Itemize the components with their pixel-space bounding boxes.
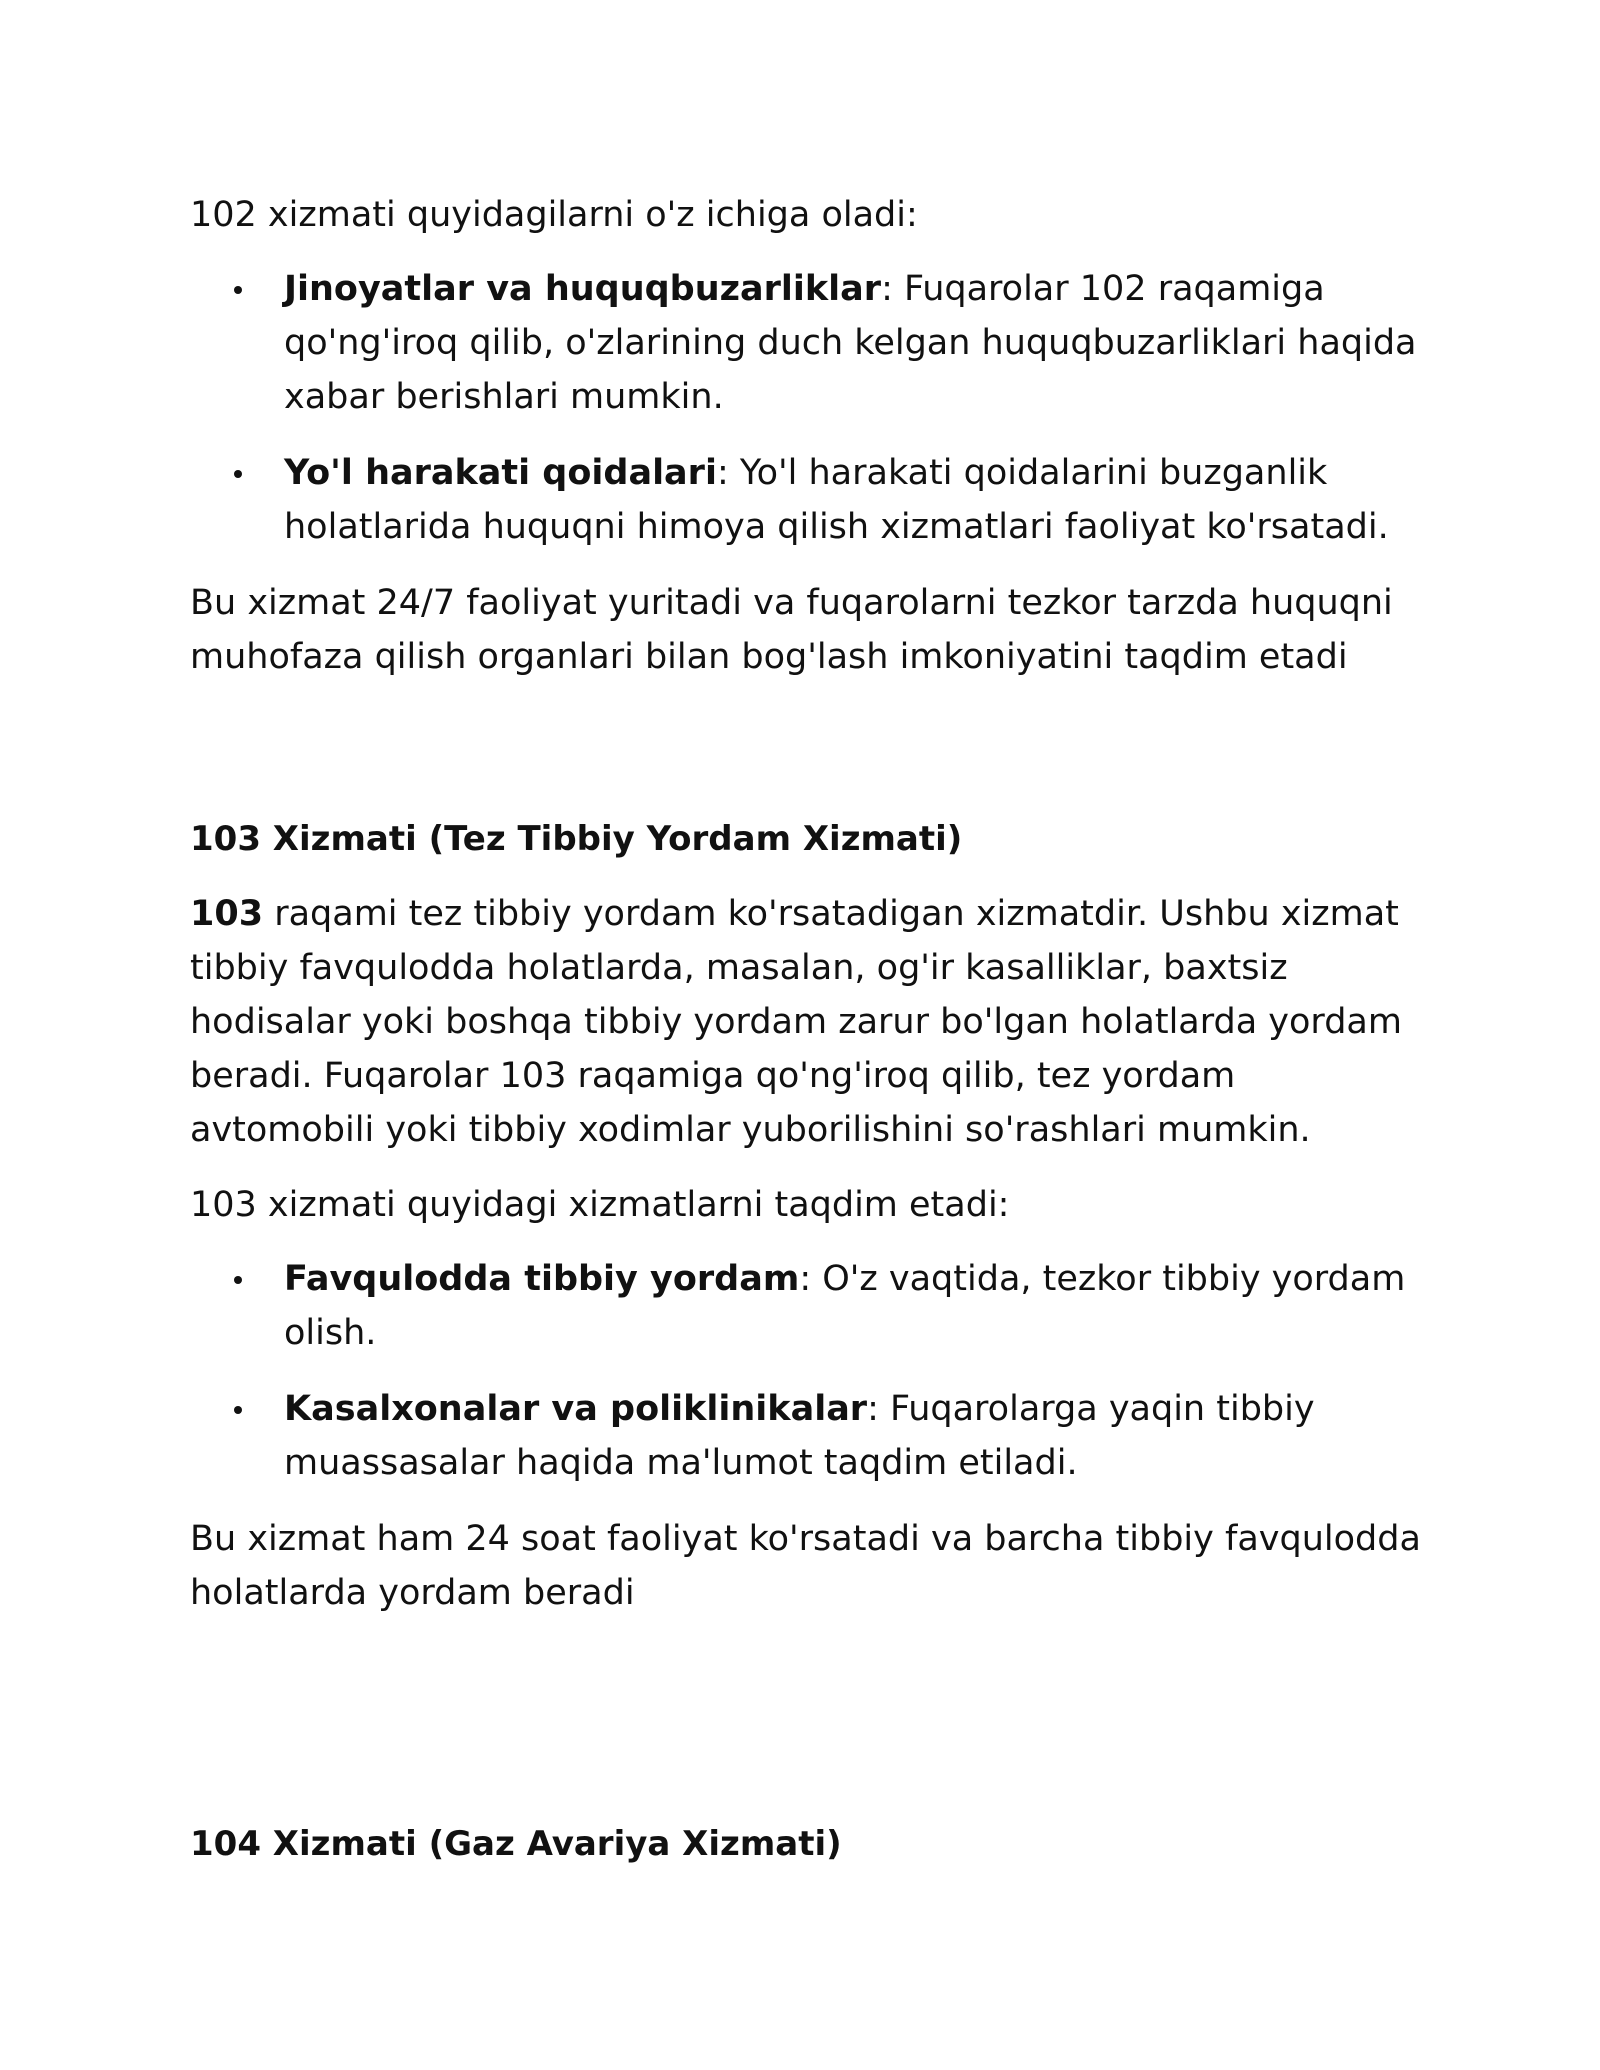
bullet-icon	[234, 470, 242, 478]
list-item-term: Jinoyatlar va huquqbuzarliklar	[284, 269, 882, 309]
desc-103	[190, 887, 1430, 1157]
bullet-icon	[234, 286, 242, 294]
desc-103-bold: 103	[190, 894, 264, 934]
list-item	[190, 1252, 1430, 1360]
closing-102: Bu xizmat 24/7 faoliyat yuritadi va fuqarolarni tezkor tarzda huquqni muhofaza qilish organlari bilan bog'lash imkoniyatini taqdim etadi	[190, 583, 1393, 677]
list-item-term: Kasalxonalar va poliklinikalar	[284, 1389, 868, 1429]
heading-104: 104 Xizmati (Gaz Avariya Xizmati)	[190, 1824, 842, 1864]
document-page	[190, 188, 1430, 1871]
list-item-term: Yo'l harakati qoidalari	[284, 453, 717, 493]
list-103	[190, 1252, 1430, 1490]
intro-103: 103 xizmati quyidagi xizmatlarni taqdim etadi:	[190, 1185, 1010, 1225]
list-102	[190, 262, 1430, 554]
bullet-icon	[234, 1276, 242, 1284]
list-item	[190, 446, 1430, 554]
list-item	[190, 262, 1430, 424]
list-item-text: : O'z vaqtida, tezkor tibbiy yordam olish.	[284, 1259, 1406, 1353]
list-item-term: Favqulodda tibbiy yordam	[284, 1259, 800, 1299]
closing-103: Bu xizmat ham 24 soat faoliyat ko'rsatadi va barcha tibbiy favqulodda holatlarda yordam beradi	[190, 1519, 1421, 1613]
list-item-text: : Fuqarolar 102 raqamiga qo'ng'iroq qilib, o'zlarining duch kelgan huquqbuzarliklari haqida xabar berishlari mumkin.	[284, 269, 1417, 417]
desc-103-text: raqami tez tibbiy yordam ko'rsatadigan xizmatdir. Ushbu xizmat tibbiy favqulodda holatlarda, masalan, og'ir kasalliklar, baxtsiz hodisalar yoki boshqa tibbiy yordam zarur bo'lgan holatlarda yordam beradi. Fuqarolar 103 raqamiga qo'ng'iroq qilib, tez yordam avtomobili yoki tibbiy xodimlar yuborilishini so'rashlari mumkin.	[190, 894, 1402, 1150]
list-item	[190, 1382, 1430, 1490]
bullet-icon	[234, 1406, 242, 1414]
list-item-text: : Fuqarolarga yaqin tibbiy muassasalar haqida ma'lumot taqdim etiladi.	[284, 1389, 1315, 1483]
intro-102: 102 xizmati quyidagilarni o'z ichiga oladi:	[190, 195, 918, 235]
list-item-text: : Yo'l harakati qoidalarini buzganlik holatlarida huquqni himoya qilish xizmatlari faoliyat ko'rsatadi.	[284, 453, 1389, 547]
heading-103: 103 Xizmati (Tez Tibbiy Yordam Xizmati)	[190, 819, 963, 859]
